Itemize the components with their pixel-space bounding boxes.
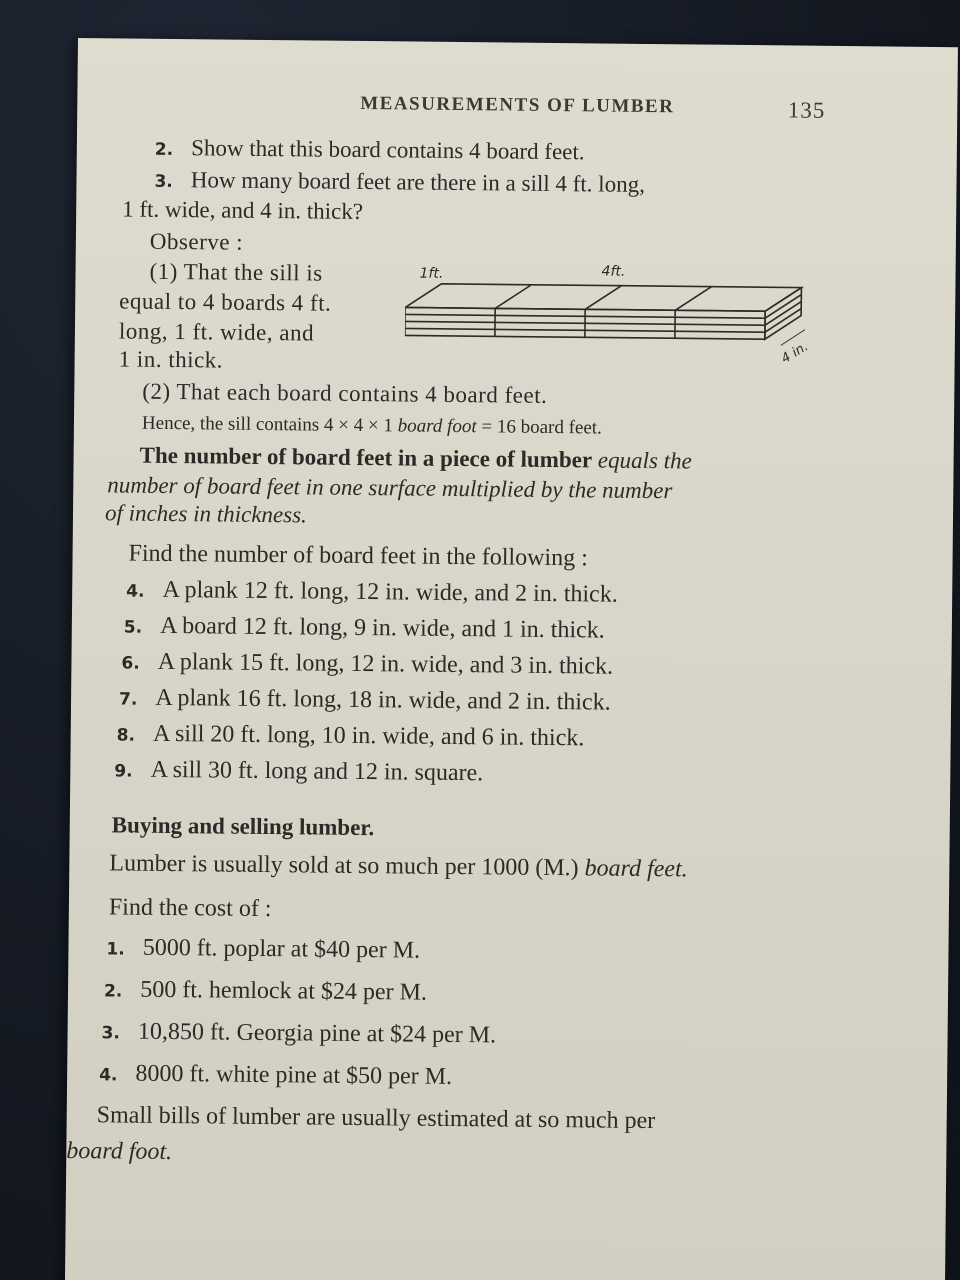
exercise-8 bbox=[117, 720, 585, 752]
rule-italic: equals the bbox=[597, 447, 692, 474]
width-label: 1ft. bbox=[419, 265, 444, 282]
length-label: 4ft. bbox=[601, 263, 626, 280]
hence-line bbox=[142, 413, 602, 440]
problem-number: 2. bbox=[154, 139, 174, 161]
section-heading: Buying and selling lumber. bbox=[111, 812, 375, 841]
cost-exercise-3 bbox=[101, 1018, 496, 1049]
cost-exercise-1 bbox=[106, 934, 420, 964]
cost-exercise-2 bbox=[104, 976, 427, 1006]
exercise-number: 4. bbox=[99, 1065, 118, 1086]
exercise-text: 500 ft. hemlock at $24 per M. bbox=[140, 976, 428, 1006]
exercise-text: A sill 30 ft. long and 12 in. square. bbox=[150, 756, 484, 787]
page-number: 135 bbox=[787, 97, 826, 123]
running-header: MEASUREMENTS OF LUMBER bbox=[360, 92, 675, 118]
exercise-text: 5000 ft. poplar at $40 per M. bbox=[142, 934, 421, 964]
closing-line-1: Small bills of lumber are usually estimated at so much per bbox=[96, 1102, 656, 1135]
hence-italic: board foot bbox=[397, 415, 477, 438]
buying-sentence bbox=[109, 850, 688, 883]
exercise-9 bbox=[114, 756, 483, 787]
sill-diagram bbox=[404, 255, 825, 379]
observe-p1-line: (1) That the sill is bbox=[149, 258, 323, 286]
exercise-5 bbox=[124, 613, 605, 645]
exercise-number: 7. bbox=[118, 689, 138, 710]
hence-text-end: = 16 board feet. bbox=[476, 416, 602, 439]
observe-p2: (2) That each board contains 4 board feet. bbox=[142, 378, 548, 408]
exercise-4 bbox=[126, 577, 618, 609]
thickness-label: 4 in. bbox=[778, 339, 811, 367]
exercise-text: A plank 16 ft. long, 18 in. wide, and 2 in. thick. bbox=[155, 684, 611, 716]
exercise-text: A plank 15 ft. long, 12 in. wide, and 3 in. thick. bbox=[157, 648, 614, 680]
hence-text: Hence, the sill contains 4 × 4 × 1 bbox=[141, 412, 398, 437]
exercise-text: 10,850 ft. Georgia pine at $24 per M. bbox=[137, 1018, 497, 1049]
exercise-number: 8. bbox=[116, 725, 136, 746]
book-page bbox=[65, 38, 958, 1280]
observe-p1-line: long, 1 ft. wide, and bbox=[118, 318, 315, 346]
exercise-text: A plank 12 ft. long, 12 in. wide, and 2 in. thick. bbox=[162, 576, 618, 608]
cost-exercise-4 bbox=[99, 1060, 452, 1091]
closing-line-2: board foot. bbox=[66, 1137, 173, 1166]
rule-bold: The number of board feet in a piece of lumber bbox=[139, 442, 593, 473]
problem-text: How many board feet are there in a sill 4 ft. long, bbox=[190, 167, 646, 197]
observe-p1-line: equal to 4 boards 4 ft. bbox=[119, 288, 332, 316]
exercise-text: 8000 ft. white pine at $50 per M. bbox=[135, 1060, 453, 1090]
exercise-number: 4. bbox=[126, 581, 145, 602]
exercise-number: 1. bbox=[106, 939, 125, 960]
exercise-number: 2. bbox=[103, 981, 123, 1002]
rule-line-3: of inches in thickness. bbox=[104, 500, 308, 528]
exercise-text: A board 12 ft. long, 9 in. wide, and 1 in. thick. bbox=[160, 612, 605, 644]
problem-text: Show that this board contains 4 board feet. bbox=[191, 135, 585, 165]
rule-line-1 bbox=[139, 443, 691, 475]
exercise-number: 6. bbox=[121, 653, 140, 674]
rule-line-2: number of board feet in one surface multiplied by the number bbox=[107, 472, 673, 504]
exercise-text: A sill 20 ft. long, 10 in. wide, and 6 in. thick. bbox=[152, 720, 585, 752]
exercise-number: 3. bbox=[101, 1023, 120, 1044]
problem-2 bbox=[155, 135, 585, 165]
problem-3-continuation: 1 ft. wide, and 4 in. thick? bbox=[122, 196, 364, 224]
buying-italic: board feet. bbox=[584, 855, 688, 883]
exercise-7 bbox=[119, 684, 611, 716]
observe-label: Observe : bbox=[149, 228, 244, 255]
problem-number: 3. bbox=[154, 171, 173, 193]
buying-text: Lumber is usually sold at so much per 1000 (M.) bbox=[109, 850, 585, 882]
observe-p1-line: 1 in. thick. bbox=[118, 346, 224, 373]
exercise-number: 9. bbox=[114, 761, 133, 782]
find-board-feet-intro: Find the number of board feet in the following : bbox=[128, 540, 588, 572]
exercise-6 bbox=[121, 648, 613, 680]
problem-3 bbox=[154, 167, 645, 198]
find-cost-intro: Find the cost of : bbox=[108, 894, 272, 923]
exercise-number: 5. bbox=[123, 617, 143, 638]
